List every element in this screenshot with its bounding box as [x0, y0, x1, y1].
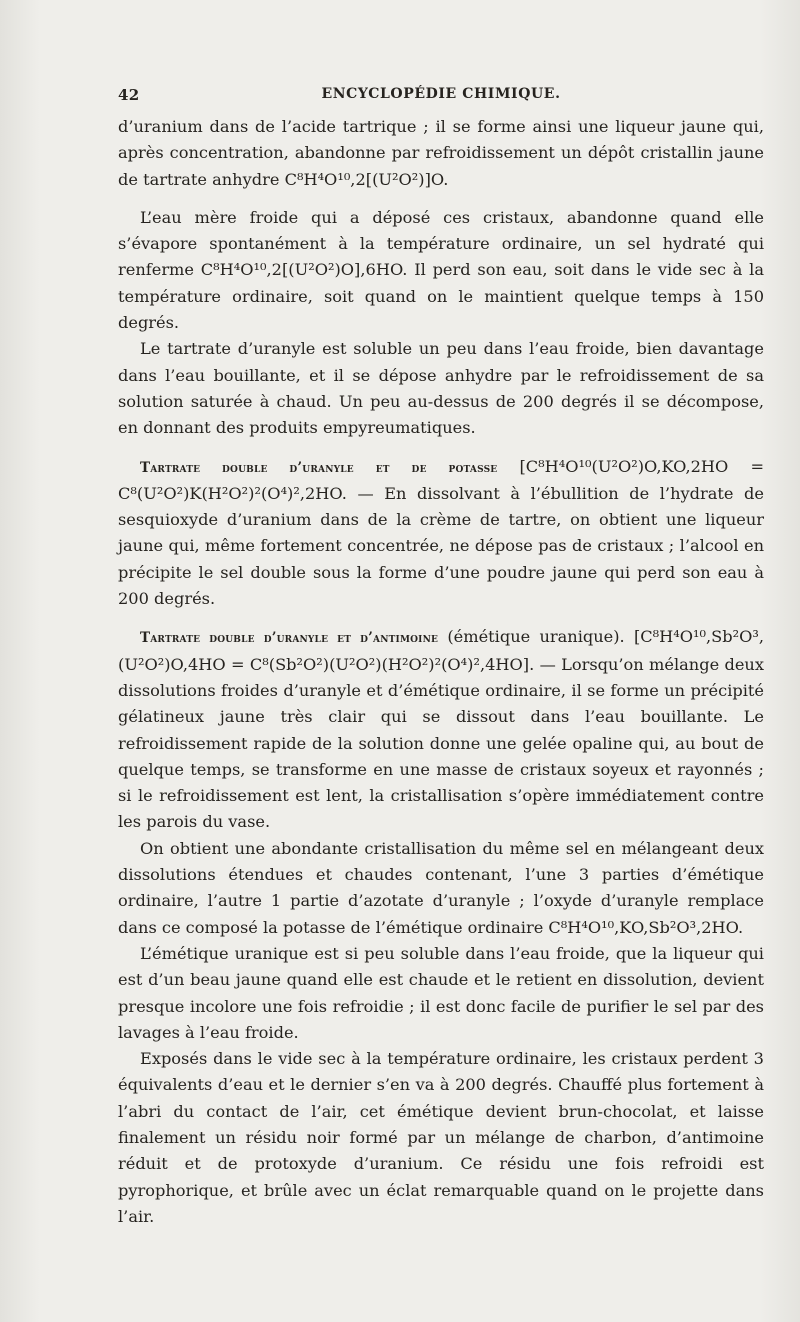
section-heading: Tartrate double d’uranyle et d’antimoine — [140, 630, 439, 647]
paragraph: Exposés dans le vide sec à la température ordinaire, les cristaux perdent 3 équivalents d’eau et le dernier s’en va à 200 degrés. Chauffé plus fortement à l’abri du contact de l’air, cet émétique devient brun-chocolat, et laisse finalement un résidu noir formé par un mélange de charbon, d’antimoine réduit et de protoxyde d’uranium. Ce résidu une fois refroidi est pyrophorique, et brûle avec un éclat remarquable quand on le projette dans l’air. — [118, 1049, 764, 1226]
paragraph: L’émétique uranique est si peu soluble dans l’eau froide, que la liqueur qui est d’un beau jaune quand elle est chaude et le retient en dissolution, devient presque incolore une fois refroidie ; il est donc facile de purifier le sel par des lavages à l’eau froide. — [118, 943, 764, 1042]
paragraph-text: (émétique uranique). [C⁸H⁴O¹⁰,Sb²O³,(U²O²)O,4HO = C⁸(Sb²O²)(U²O²)(H²O²)²(O⁴)²,4HO]. — Lorsqu’on mélange deux dissolutions froides d’uranyle et d’émétique ordinaire, il se forme un précipité gélatineux jaune très clair qui se dissout dans l’eau bouillante. Le refroidissement rapide de la solution donne une gelée opaline qui, au bout de quelque temps, se transforme en une masse de cristaux soyeux et rayonnés ; si le refroidissement est lent, la cristallisation s’opère immédiatement contre les parois du vase. — [118, 627, 764, 832]
page-body — [118, 114, 764, 1230]
paragraph-with-heading — [118, 454, 764, 613]
paragraph: On obtient une abondante cristallisation du même sel en mélangeant deux dissolutions étendues et chaudes contenant, l’une 3 parties d’émétique ordinaire, l’autre 1 partie d’azotate d’uranyle ; l’oxyde d’uranyle remplace dans ce composé la potasse de l’émétique ordinaire C⁸H⁴O¹⁰,KO,Sb²O³,2HO. — [118, 838, 764, 937]
paragraph-with-heading — [118, 624, 764, 835]
running-header — [118, 86, 764, 110]
paragraph: Le tartrate d’uranyle est soluble un peu dans l’eau froide, bien davantage dans l’eau bouillante, et il se dépose anhydre par le refroidissement de sa solution saturée à chaud. Un peu au-dessus de 200 degrés il se décompose, en donnant des produits empyreumatiques. — [118, 339, 764, 438]
paragraph-text: [C⁸H⁴O¹⁰(U²O²)O,KO,2HO = C⁸(U²O²)K(H²O²)²(O⁴)²,2HO. — En dissolvant à l’ébullition de l’hydrate de sesquioxyde d’uranium dans de la crème de tartre, on obtient une liqueur jaune qui, même fortement concentrée, ne dépose pas de cristaux ; l’alcool en précipite le sel double sous la forme d’une poudre jaune qui perd son eau à 200 degrés. — [118, 456, 765, 609]
page-number: 42 — [118, 86, 140, 104]
paragraph: d’uranium dans de l’acide tartrique ; il se forme ainsi une liqueur jaune qui, après concentration, abandonne par refroidissement un dépôt cristallin jaune de tartrate anhydre C⁸H⁴O¹⁰,2[(U²O²)]O. — [118, 117, 764, 189]
paragraph: L’eau mère froide qui a déposé ces cristaux, abandonne quand elle s’évapore spontanément à la température ordinaire, un sel hydraté qui renferme C⁸H⁴O¹⁰,2[(U²O²)O],6HO. Il perd son eau, soit dans le vide sec à la température ordinaire, soit quand on le maintient quelque temps à 150 degrés. — [118, 207, 764, 333]
running-title: ENCYCLOPÉDIE CHIMIQUE. — [321, 86, 561, 102]
section-heading: Tartrate double d’uranyle et de potasse — [140, 459, 498, 476]
